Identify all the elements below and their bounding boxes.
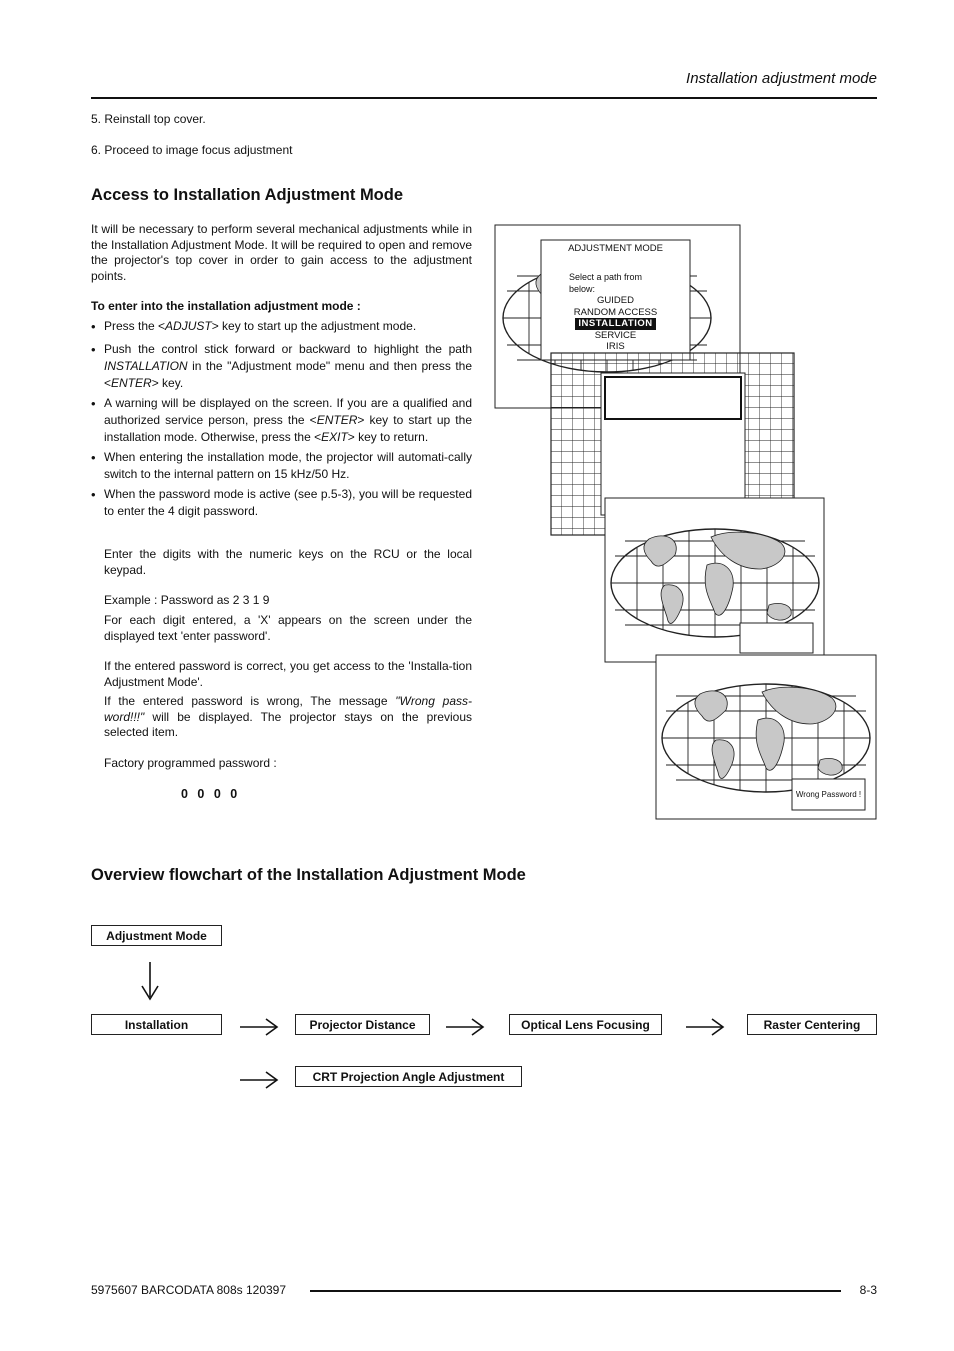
bullet-icon: •: [91, 319, 96, 334]
digits-paragraph: Enter the digits with the numeric keys on the RCU or the local keypad.: [104, 547, 472, 577]
example-paragraph: Example : Password as 2 3 1 9: [104, 593, 270, 607]
flow-adjustment-mode: Adjustment Mode: [91, 925, 222, 946]
flow-crt-angle: CRT Projection Angle Adjustment: [295, 1066, 522, 1087]
footer-rule: [310, 1290, 841, 1292]
section-title-flowchart: Overview flowchart of the Installation Adjustment Mode: [91, 866, 526, 884]
bullet-icon: •: [91, 342, 96, 357]
menu-item-guided: GUIDED: [597, 295, 634, 306]
procedure-title: To enter into the installation adjustment mode :: [91, 299, 361, 313]
list-item: • When the password mode is active (see p.5-3), you will be requested to enter the 4 digit password.: [91, 487, 472, 518]
list-item: • Push the control stick forward or backward to highlight the path INSTALLATION in the "Adjustment mode" menu and then press the <ENTER> key.: [91, 342, 472, 390]
section-title-access: Access to Installation Adjustment Mode: [91, 186, 404, 204]
bullet-icon: •: [91, 450, 96, 465]
menu-item-service: SERVICE: [594, 329, 637, 341]
flow-projector-distance: Projector Distance: [295, 1014, 430, 1035]
globe-icon: [611, 529, 819, 637]
menu-title: ADJUSTMENT MODE: [568, 243, 663, 254]
factory-password: 0 0 0 0: [181, 787, 241, 801]
list-item: • Press the <ADJUST> key to start up the adjustment mode.: [91, 319, 417, 334]
intro-paragraph: It will be necessary to perform several mechanical adjustments while in the Installation Adjustment Mode. It will be required to open and remove the projector's top cover in order to gain access to the adjustment points.: [91, 222, 472, 283]
list-item: • When entering the installation mode, the projector will automati-cally switch to the internal pattern on 15 kHz/50 Hz.: [91, 450, 472, 481]
bullet-icon: •: [91, 396, 96, 411]
flow-raster-centering: Raster Centering: [747, 1014, 877, 1035]
globe-icon: [662, 684, 870, 792]
running-header: Installation adjustment mode: [686, 70, 877, 87]
menu-item-installation: INSTALLATION: [542, 318, 689, 330]
list-item: • A warning will be displayed on the screen. If you are a qualified and authorized service person, press the <ENTER> key to start up the installation mode. Otherwise, press the <EXIT> key to return.: [91, 396, 472, 444]
menu-item-random-access: RANDOM ACCESS: [573, 306, 658, 318]
factory-paragraph: Factory programmed password :: [104, 756, 277, 770]
menu-item-iris: IRIS: [606, 341, 625, 352]
correct-paragraph: If the entered password is correct, you get access to the 'Installa-tion Adjustment Mode'.: [104, 659, 472, 689]
wrong-password-message: Wrong Password !: [795, 790, 862, 799]
bullet-icon: •: [91, 487, 96, 502]
menu-prompt: Select a path from below:: [569, 272, 643, 294]
step-6: 6. Proceed to image focus adjustment: [91, 143, 293, 157]
flow-installation: Installation: [91, 1014, 222, 1035]
page-number: 8-3: [859, 1283, 877, 1297]
x-paragraph: For each digit entered, a 'X' appears on the screen under the displayed text 'enter password'.: [104, 613, 472, 643]
footer-doc-id: 5975607 BARCODATA 808s 120397: [91, 1283, 287, 1297]
menu-list: [542, 295, 689, 353]
flow-optical-lens-focusing: Optical Lens Focusing: [509, 1014, 662, 1035]
wrong-paragraph: If the entered password is wrong, The message "Wrong pass-word!!!" will be displayed. The projector stays on the previous selected item.: [104, 694, 472, 739]
step-5: 5. Reinstall top cover.: [91, 112, 206, 126]
